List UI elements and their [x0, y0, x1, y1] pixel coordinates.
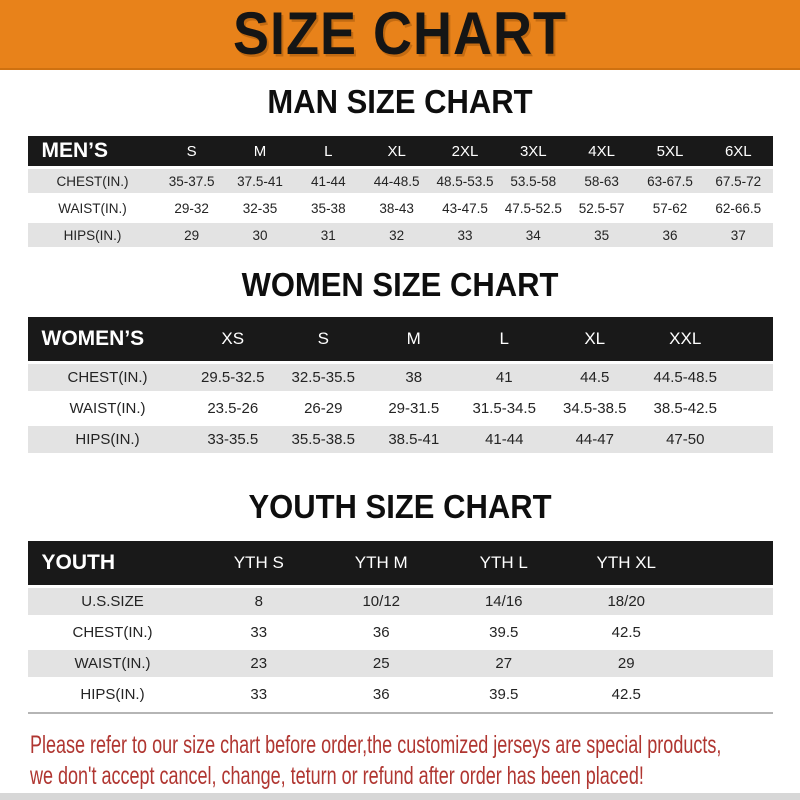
value-cell: 32 [389, 227, 405, 243]
women-size-table [28, 317, 773, 453]
women-section [0, 267, 800, 453]
column-header: YTH L [479, 553, 528, 572]
table-row [28, 196, 773, 220]
value-cell: 33-35.5 [207, 431, 259, 448]
value-cell: 41 [495, 369, 513, 386]
table-row [28, 619, 773, 646]
value-cell: 34 [525, 227, 541, 243]
value-cell: 44-48.5 [373, 173, 420, 189]
value-cell: 8 [254, 593, 263, 610]
value-cell: 37.5-41 [237, 173, 283, 189]
value-cell: 39.5 [489, 686, 519, 703]
value-cell: 32.5-35.5 [291, 369, 355, 386]
column-header: 5XL [656, 142, 684, 160]
table-row [28, 681, 773, 708]
value-cell: 52.5-57 [578, 200, 625, 216]
table-row [28, 169, 773, 193]
value-cell: 30 [252, 227, 268, 243]
column-header: S [317, 329, 329, 348]
value-cell: 35.5-38.5 [291, 431, 355, 448]
youth-section-heading: YOUTH SIZE CHART [248, 487, 552, 526]
table-row [28, 223, 773, 247]
value-cell: 37 [730, 227, 746, 243]
value-cell: 38 [405, 369, 423, 386]
column-header: S [186, 142, 197, 160]
column-header: L [499, 329, 509, 348]
value-cell: 41-44 [485, 431, 524, 448]
value-cell: 10/12 [362, 593, 401, 610]
row-label: U.S.SIZE [81, 593, 144, 610]
table-row [28, 650, 773, 677]
column-header: XL [584, 329, 606, 348]
men-section [0, 84, 800, 247]
value-cell: 44.5-48.5 [653, 369, 717, 386]
disclaimer-note [30, 730, 800, 792]
value-cell: 57-62 [652, 200, 688, 216]
youth-size-table [28, 541, 773, 714]
banner [0, 0, 800, 70]
value-cell: 53.5-58 [510, 173, 557, 189]
value-cell: 29.5-32.5 [201, 369, 265, 386]
value-cell: 47.5-52.5 [504, 200, 562, 216]
disclaimer-line-1: Please refer to our size chart before order,the customized jerseys are special products, [30, 731, 722, 759]
value-cell: 43-47.5 [442, 200, 488, 216]
value-cell: 31.5-34.5 [472, 400, 536, 417]
column-header: 3XL [519, 142, 547, 160]
column-header: XXL [669, 329, 702, 348]
value-cell: 44-47 [575, 431, 614, 448]
table-row [28, 395, 773, 422]
value-cell: 58-63 [584, 173, 619, 189]
table-row [28, 364, 773, 391]
value-cell: 42.5 [611, 686, 641, 703]
value-cell: 47-50 [666, 431, 705, 448]
women-table-header-label: WOMEN’S [41, 327, 145, 350]
men-table-header-row [28, 136, 773, 166]
disclaimer-line-2: we don't accept cancel, change, teturn or refund after order has been placed! [30, 762, 644, 790]
row-label: CHEST(IN.) [67, 369, 148, 386]
value-cell: 36 [662, 227, 678, 243]
photo-edge-strip [0, 793, 800, 800]
value-cell: 38.5-41 [388, 431, 440, 448]
value-cell: 38-43 [379, 200, 414, 216]
value-cell: 39.5 [489, 624, 519, 641]
column-header: XS [221, 329, 245, 348]
row-label: HIPS(IN.) [63, 227, 122, 243]
row-label: CHEST(IN.) [56, 173, 129, 189]
value-cell: 18/20 [607, 593, 646, 610]
value-cell: 35 [594, 227, 610, 243]
value-cell: 14/16 [484, 593, 523, 610]
value-cell: 32-35 [242, 200, 278, 216]
column-header: M [253, 142, 267, 160]
value-cell: 23 [250, 655, 268, 672]
value-cell: 29 [184, 227, 200, 243]
value-cell: 26-29 [304, 400, 343, 417]
row-label: WAIST(IN.) [69, 400, 146, 417]
youth-table-header-row [28, 541, 773, 585]
value-cell: 29-31.5 [388, 400, 440, 417]
men-table-header-label: MEN’S [41, 139, 109, 162]
women-section-heading: WOMEN SIZE CHART [241, 265, 559, 304]
value-cell: 35-37.5 [168, 173, 215, 189]
column-header: M [406, 329, 421, 348]
value-cell: 67.5-72 [715, 173, 762, 189]
value-cell: 41-44 [311, 173, 346, 189]
value-cell: 23.5-26 [207, 400, 259, 417]
row-label: HIPS(IN.) [75, 431, 140, 448]
value-cell: 38.5-42.5 [653, 400, 717, 417]
column-header: 6XL [724, 142, 752, 160]
row-label: CHEST(IN.) [72, 624, 153, 641]
value-cell: 34.5-38.5 [563, 400, 627, 417]
value-cell: 25 [372, 655, 390, 672]
value-cell: 29-32 [174, 200, 209, 216]
value-cell: 44.5 [580, 369, 610, 386]
table-row [28, 426, 773, 453]
column-header: YTH M [354, 553, 408, 572]
row-label: HIPS(IN.) [80, 686, 145, 703]
value-cell: 62-66.5 [715, 200, 762, 216]
value-cell: 33 [250, 624, 268, 641]
value-cell: 35-38 [311, 200, 346, 216]
men-section-heading: MAN SIZE CHART [267, 82, 533, 121]
women-table-header-row [28, 317, 773, 361]
row-label: WAIST(IN.) [74, 655, 151, 672]
value-cell: 63-67.5 [647, 173, 693, 189]
column-header: XL [387, 142, 406, 160]
column-header: 2XL [451, 142, 479, 160]
column-header: L [324, 142, 333, 160]
page-title: SIZE CHART [233, 0, 567, 68]
value-cell: 48.5-53.5 [436, 173, 494, 189]
men-size-table [28, 136, 773, 247]
youth-section [0, 489, 800, 714]
value-cell: 36 [372, 686, 390, 703]
table-row [28, 588, 773, 615]
value-cell: 33 [250, 686, 268, 703]
youth-table-header-label: YOUTH [41, 551, 115, 574]
column-header: 4XL [588, 142, 615, 160]
column-header: YTH XL [596, 553, 657, 572]
column-header: YTH S [233, 553, 284, 572]
value-cell: 33 [457, 227, 473, 243]
value-cell: 27 [495, 655, 513, 672]
value-cell: 36 [372, 624, 390, 641]
value-cell: 42.5 [611, 624, 641, 641]
value-cell: 29 [617, 655, 635, 672]
row-label: WAIST(IN.) [58, 200, 127, 216]
value-cell: 31 [320, 227, 336, 243]
